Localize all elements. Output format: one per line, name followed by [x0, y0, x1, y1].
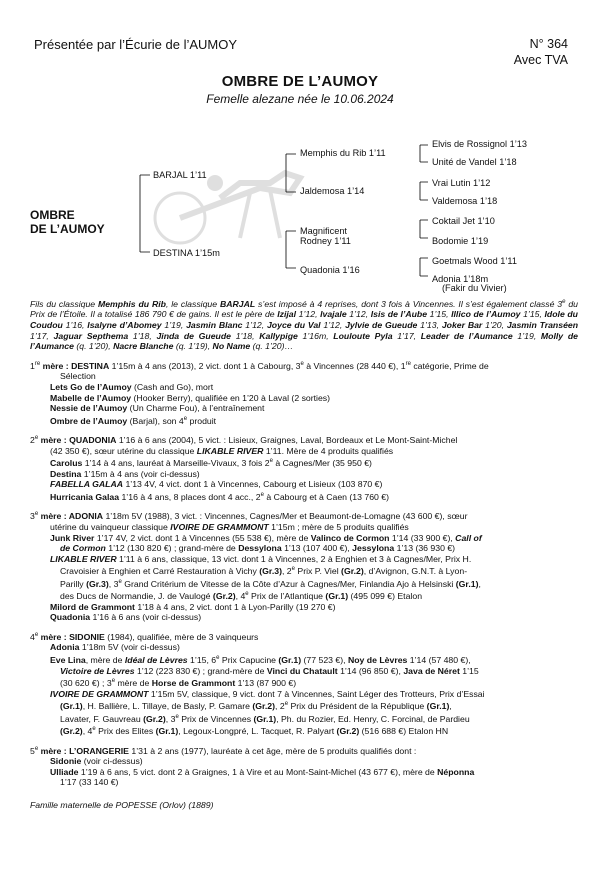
- horse-name-block: [30, 208, 105, 236]
- fourth-dam-section: 4e mère : SIDONIE (1984), qualifiée, mère de 3 vainqueurs Adonia 1’18m 5V (voir ci-dessus) Eve Lina, mère de Idéal de Lèvres 1’15, 6e Prix Capucine (Gr.1) (77 523 €), Noy de Lèvres 1’14 (57 480 €), Victoire de Lèvres 1’12 (223 830 €) ; grand-mère de Vinci du Chatault 1’14 (96 850 €), Java de Néret 1’15 (30 620 €) ; 3e mère de Horse de Grammont 1’13 (87 900 €) IVOIRE DE GRAMMONT 1’15m 5V, classique, 9 vict. dont 7 à Vincennes, Saint Léger des Trotteurs, Prix d’Essai (Gr.1), H. Ballière, L. Tillaye, de Basly, P. Gamare (Gr.2), 2e Prix du Président de la République (Gr.1), Lavater, F. Gauvreau (Gr.2), 3e Prix de Vincennes (Gr.1), Ph. du Rozier, Ed. Henry, C. Forcinal, de Pardieu (Gr.2), 4e Prix des Elites (Gr.1), Legoux-Longpré, L. Tacquet, R. Palyart (Gr.2) (516 688 €) Etalon HN: [30, 631, 485, 737]
- gg-8-name: Adonia 1’18m: [432, 274, 489, 284]
- second-dam-section: 2e mère : QUADONIA 1’16 à 6 ans (2004), 5 vict. : Lisieux, Graignes, Laval, Bordeaux et Le Mont-Saint-Michel (42 350 €), sœur utérine du classique LIKABLE RIVER 1’11. Mère de 4 produits qualifiés Carolus 1’14 à 4 ans, lauréat à Marseille-Vivaux, 3 fois 2e à Cagnes/Mer (35 950 €) Destina 1’15m à 4 ans (voir ci-dessus) FABELLA GALAA 1’13 4V, 4 vict. dont 1 à Vincennes, Cabourg et Lisieux (103 870 €) Hurricania Galaa 1’16 à 4 ans, 8 places dont 4 acc., 2e à Cabourg et à Caen (13 760 €): [30, 435, 458, 502]
- horse-title: OMBRE DE L’AUMOY: [221, 73, 379, 90]
- dam-dam-name: Quadonia 1’16: [300, 265, 360, 275]
- sire-sire-name: Memphis du Rib 1’11: [300, 148, 386, 158]
- dam-name: DESTINA 1’15m: [153, 248, 220, 258]
- gg-6: Bodomie 1’19: [432, 236, 489, 246]
- gg-8-sire: (Fakir du Vivier): [442, 283, 507, 293]
- family-line: Famille maternelle de POPESSE (Orlov) (1889): [30, 799, 214, 810]
- horse-name-line1: OMBRE: [30, 208, 75, 222]
- gg-2: Unité de Vandel 1’18: [432, 157, 517, 167]
- lot-number: N° 364: [529, 37, 568, 51]
- fifth-dam-section: 5e mère : L’ORANGERIE 1’31 à 2 ans (1977), lauréate à cet âge, mère de 5 produits qualifiés dont : Sidonie (voir ci-dessus) Ulliade 1’19 à 6 ans, 5 vict. dont 2 à Graignes, 1 à Vire et au Mont-Saint-Michel (43 677 €), mère de Néponna 1’17 (33 140 €): [30, 745, 475, 788]
- dam-sire-name: Magnificent Rodney 1’11: [300, 226, 351, 246]
- gg-1: Elvis de Rossignol 1’13: [432, 139, 527, 149]
- third-dam-section: 3e mère : ADONIA 1’18m 5V (1988), 3 vict. : Vincennes, Cagnes/Mer et Beaumont-de-Lomagne (43 600 €), sœur utérine du vainqueur classique IVOIRE DE GRAMMONT 1’15m ; mère de 5 produits qualifiés Junk River 1’17 4V, 2 vict. dont 1 à Vincennes (55 538 €), mère de Valinco de Cormon 1’14 (33 900 €), Call of de Cormon 1’12 (130 820 €) ; grand-mère de Dessylona 1’13 (107 400 €), Jessylona 1’13 (36 930 €) LIKABLE RIVER 1’11 à 6 ans, classique, 13 vict. dont 1 à Vincennes, 2 à Enghien et 3 à Cagnes/Mer, Prix H. Cravoisier à Enghien et Carré Restauration à Vichy (Gr.3), 2e Prix P. Viel (Gr.2), d’Avignon, G.N.T. à Lyon- Parilly (Gr.3), 3e Grand Critérium de Vitesse de la Côte d’Azur à Cagnes/Mer, Finlandia Ajo à Helsinski (Gr.1), des Ducs de Normandie, J. de Vaulogé (Gr.2), 4e Prix de l’Atlantique (Gr.1) (495 099 €) Etalon Milord de Grammont 1’18 à 4 ans, 2 vict. dont 1 à Lyon-Parilly (19 270 €) Quadonia 1’16 à 6 ans (voir ci-dessus): [30, 511, 482, 623]
- sire-name: BARJAL 1’11: [153, 170, 207, 180]
- sire-dam-name: Jaldemosa 1’14: [300, 186, 365, 196]
- sire-paragraph: Fils du classique Memphis du Rib, le classique BARJAL s’est imposé à 4 reprises, dont 3 fois à Vincennes. Il s’est également classé 3e du Prix de l’Étoile. Il a totalisé 186 790 € de gains. Il est le père de Izijal 1’12, Ivajale 1’12, Isis de l’Aube 1’15, Illico de l’Aumoy 1’15, Idole du Coudou 1’16, Isalyne d’Abomey 1’19, Jasmin Blanc 1’12, Joyce du Val 1’12, Jylvie de Gueude 1’13, Joker Bar 1’20, Jasmin Transéen 1’17, Jaguar Septhema 1’18, Jinda de Gueude 1’18, Kallypige 1’16m, Louloute Pyla 1’17, Leader de l’Aumance 1’19, Molly de l’Aumance (q. 1’20), Nacre Blanche (q. 1’19), No Name (q. 1’20)…: [30, 298, 579, 352]
- pedigree-notes: [30, 297, 578, 810]
- vat-label: Avec TVA: [513, 53, 568, 67]
- gg-5: Coktail Jet 1’10: [432, 216, 495, 226]
- presenter-line: Présentée par l’Écurie de l’AUMOY: [34, 37, 238, 52]
- gg-7: Goetmals Wood 1’11: [432, 256, 517, 266]
- gg-3: Vrai Lutin 1’12: [432, 178, 491, 188]
- gg-4: Valdemosa 1’18: [432, 196, 498, 206]
- gg-8: [432, 275, 507, 293]
- horse-name-line2: DE L’AUMOY: [30, 222, 105, 236]
- horse-description: Femelle alezane née le 10.06.2024: [206, 92, 394, 106]
- first-dam-section: 1re mère : DESTINA 1’15m à 4 ans (2013), 2 vict. dont 1 à Cabourg, 3e à Vincennes (28 440 €), 1re catégorie, Prime de Sélection Lets Go de l’Aumoy (Cash and Go), mort Mabelle de l’Aumoy (Hooker Berry), qualifiée en 1’20 à Laval (2 sorties) Nessie de l’Aumoy (Un Charme Fou), à l’entraînement Ombre de l’Aumoy (Barjal), son 4e produit: [30, 360, 489, 426]
